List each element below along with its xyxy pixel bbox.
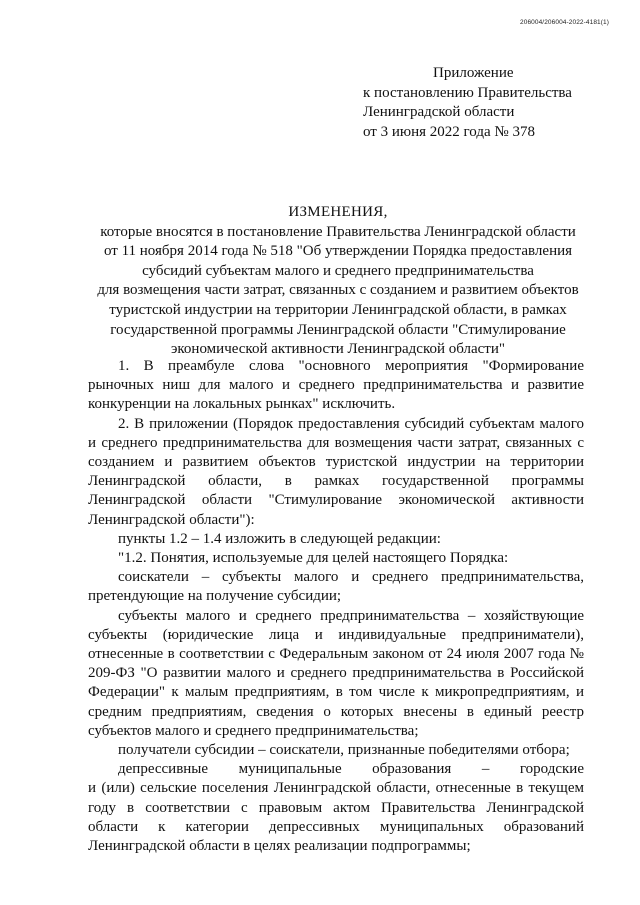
title-line: которые вносятся в постановление Правительства Ленинградской области	[100, 223, 576, 240]
title-line: туристской индустрии на территории Ленинградской области, в рамках	[109, 301, 567, 318]
title-line: от 11 ноября 2014 года № 518 "Об утверждении Порядка предоставления	[103, 243, 573, 260]
appendix-line-date: от 3 июня 2022 года № 378	[363, 123, 535, 140]
paragraph-definitions-heading: "1.2. Понятия, используемые для целей настоящего Порядка:	[118, 550, 509, 567]
title-line: государственной программы Ленинградской области "Стимулирование	[110, 321, 566, 338]
document-registration-number: 206004/206004-2022-4181(1)	[520, 19, 609, 26]
appendix-line-region: Ленинградской области	[363, 104, 515, 120]
paragraph-definition-recipients: получатели субсидии – соискатели, признанные победителями отбора;	[118, 742, 570, 759]
paragraph-appendix-change: 2. В приложении (Порядок предоставления субсидий субъектам малого и среднего предпринимательства для возмещения части затрат, связанных с созданием и развитием объектов туристской индустрии на территории Ленинградской области, в рамках государственной программы Ленинградской области "Стимулирование экономической активности Ленинградской области"):	[88, 415, 584, 528]
paragraph-preamble-change: 1. В преамбуле слова "основного мероприятия "Формирование рыночных ниш для малого и среднего предпринимательства и развитие конкуренции на локальных рынках" исключить.	[88, 358, 584, 413]
appendix-line-resolution: к постановлению Правительства	[363, 84, 572, 101]
title-line: экономической активности Ленинградской области"	[170, 341, 506, 358]
appendix-header	[363, 64, 572, 142]
title-heading: ИЗМЕНЕНИЯ,	[288, 204, 388, 220]
paragraph-definition-applicants: соискатели – субъекты малого и среднего предпринимательства, претендующие на получение субсидии;	[88, 569, 584, 605]
paragraph-definition-depressed: и (или) сельские поселения Ленинградской области, отнесенные в текущем году в соответствии с правовым актом Правительства Ленинградской области к категории депрессивных муниципальных образований Ленинградской области в целях реализации подпрограммы;	[88, 780, 584, 855]
title-line: для возмещения части затрат, связанных с созданием и развитием объектов	[97, 282, 579, 299]
title-line: субсидий субъектам малого и среднего предпринимательства	[142, 262, 534, 279]
paragraph-definition-sme: субъекты малого и среднего предпринимательства – хозяйствующие субъекты (юридические лица и индивидуальные предприниматели), отнесенные в соответствии с Федеральным законом от 24 июля 2007 года № 209-ФЗ "О развитии малого и среднего предпринимательства в Российской Федерации" к малым предприятиям, в том числе к микропредприятиям, и средним предприятиям, сведения о которых внесены в единый реестр субъектов малого и среднего предпринимательства;	[88, 607, 584, 739]
paragraph-definition-depressed-first-line: депрессивные муниципальные образования – городские	[118, 761, 584, 778]
paragraph-points-intro: пункты 1.2 – 1.4 изложить в следующей редакции:	[118, 530, 441, 547]
appendix-label: Приложение	[433, 65, 514, 81]
document-body	[88, 357, 584, 856]
document-title	[60, 203, 616, 360]
